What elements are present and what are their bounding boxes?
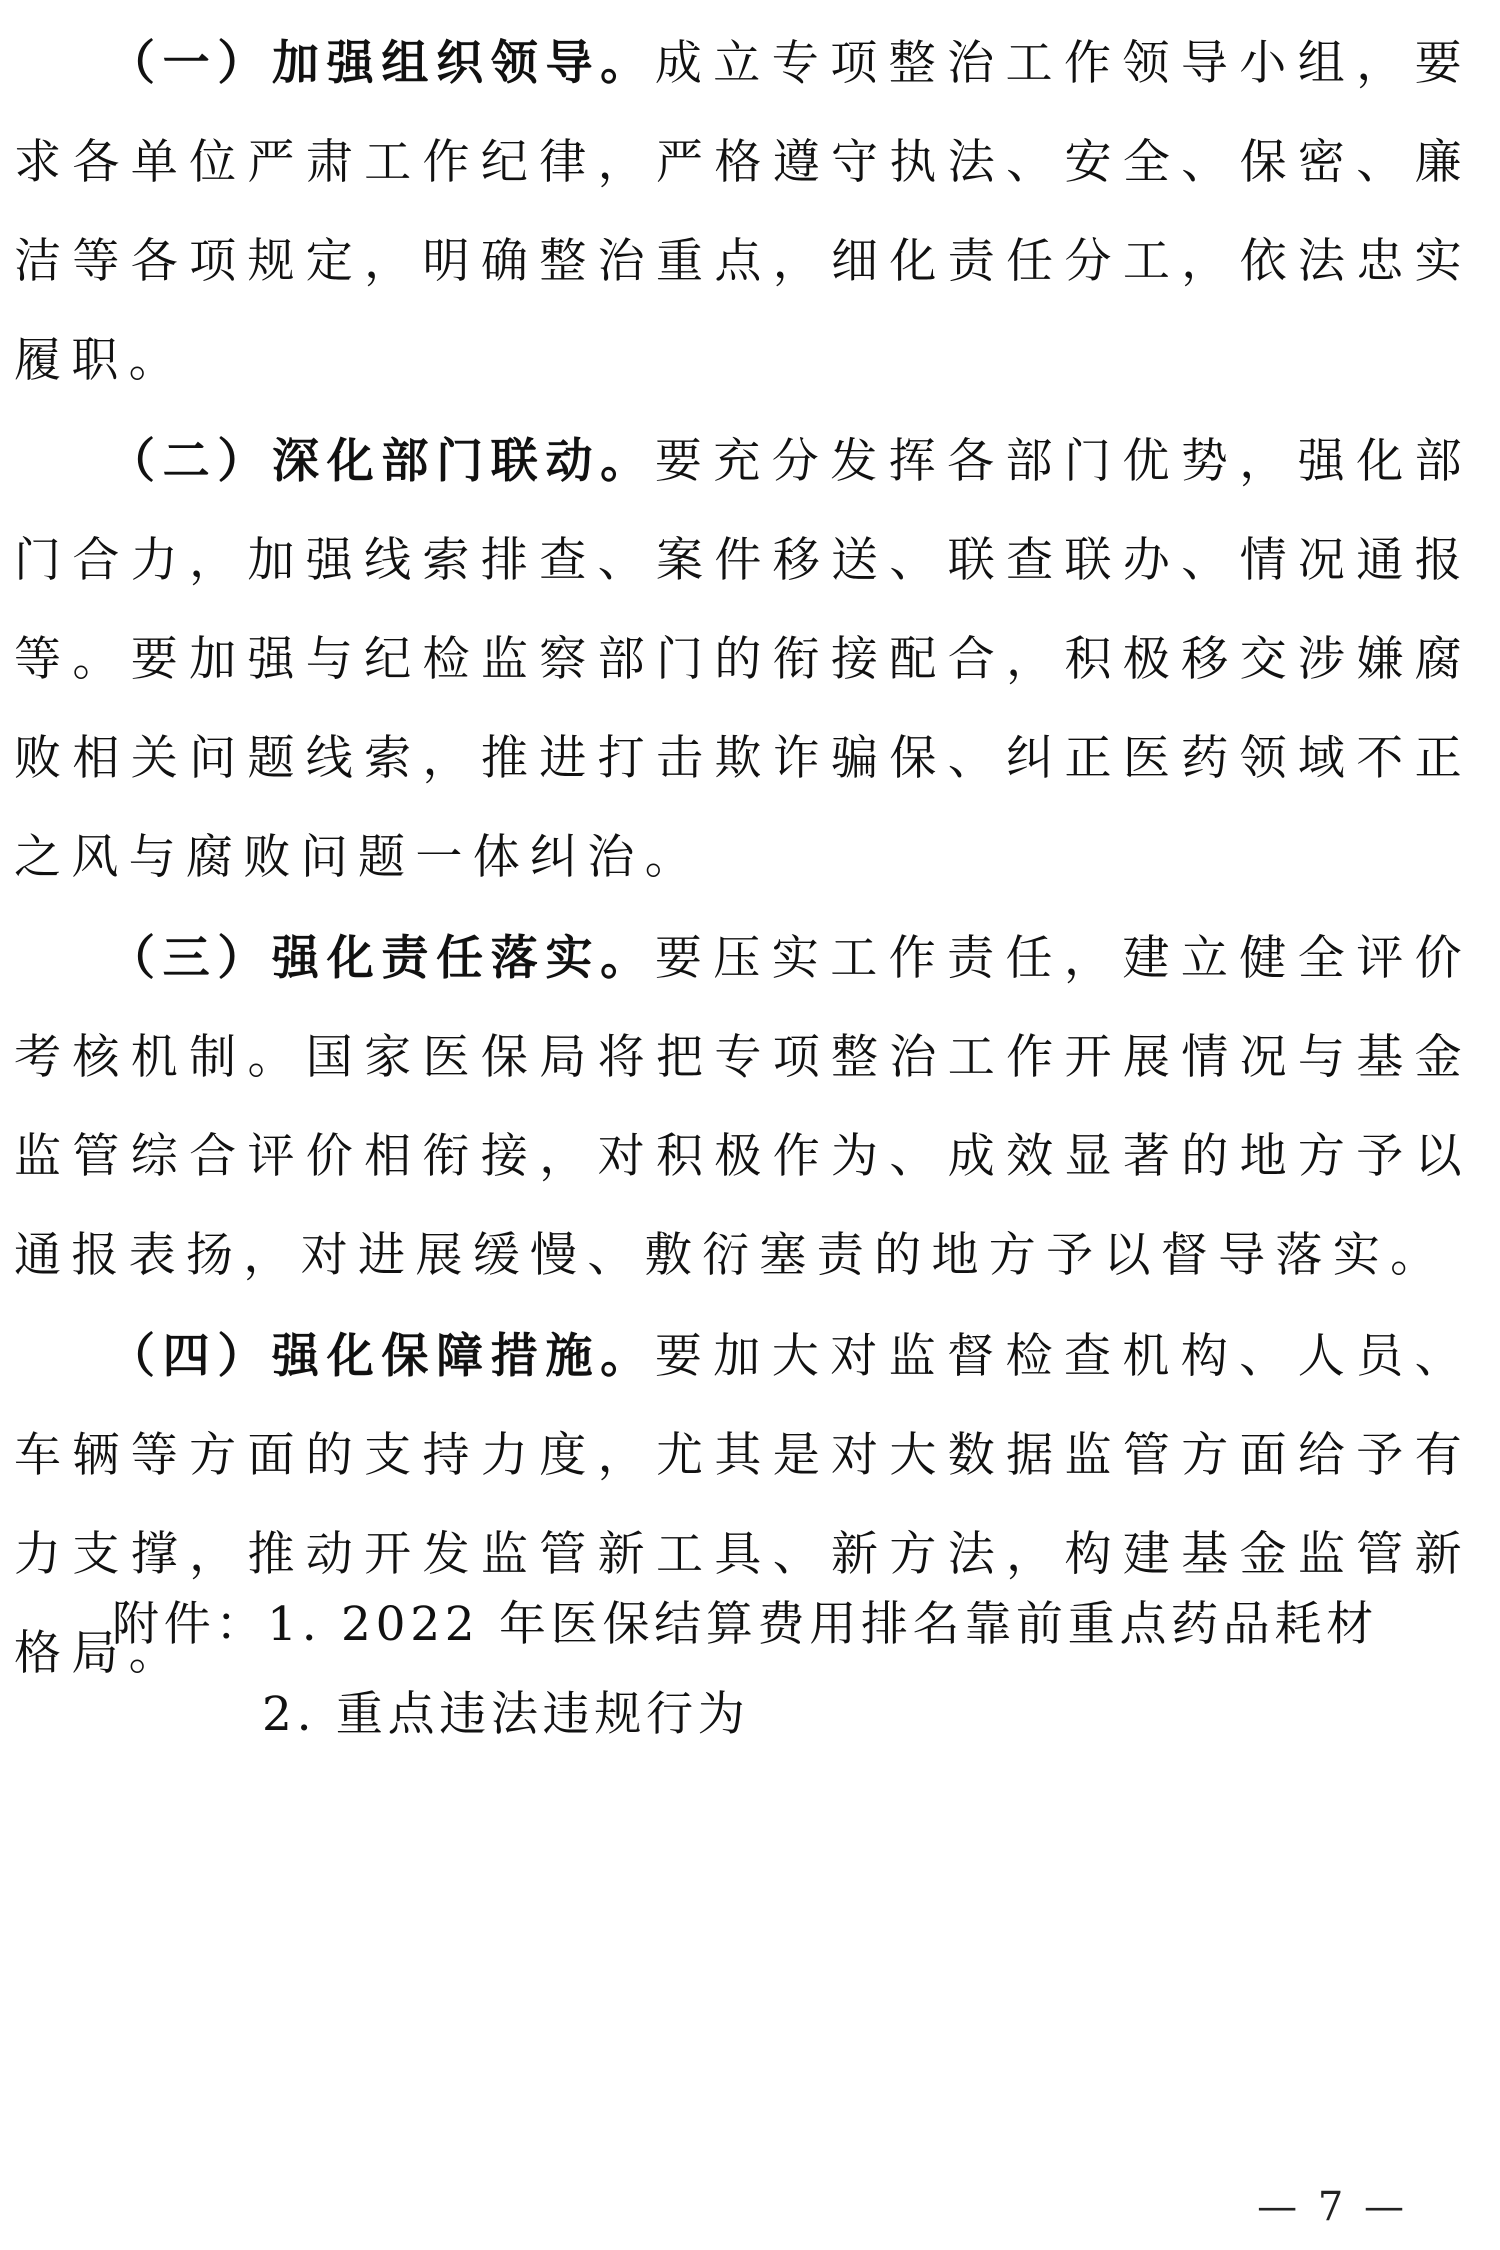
section-2-body: 要充分发挥各部门优势，强化部门合力，加强线索排查、案件移送、联查联办、情况通报等。要加强与纪检监察部门的衔接配合，积极移交涉嫌腐败相关问题线索，推进打击欺诈骗保、纠正医药领域不正之风与腐败问题一体纠治。: [14, 434, 1472, 885]
section-3-heading: （三）强化责任落实。: [108, 931, 655, 986]
attachments-list: [112, 1580, 1472, 1760]
section-3-body: 要压实工作责任，建立健全评价考核机制。国家医保局将把专项整治工作开展情况与基金监管综合评价相衔接，对积极作为、成效显著的地方予以通报表扬，对进展缓慢、敷衍塞责的地方予以督导落实。: [14, 931, 1472, 1283]
section-4-body: 要加大对监督检查机构、人员、车辆等方面的支持力度，尤其是对大数据监管方面给予有力支撑，推动开发监管新工具、新方法，构建基金监管新格局。: [14, 1329, 1472, 1681]
section-2-paragraph: [14, 412, 1472, 907]
section-2-heading: （二）深化部门联动。: [108, 434, 655, 489]
section-3-paragraph: [14, 909, 1472, 1305]
attachments-prefix: 附件：: [112, 1597, 268, 1652]
section-1-paragraph: [14, 14, 1472, 410]
attachment-row-2: [112, 1670, 1472, 1760]
attachment-item-2: 2. 重点违法违规行为: [262, 1687, 750, 1742]
document-body: [14, 14, 1472, 1705]
section-4-heading: （四）强化保障措施。: [108, 1329, 655, 1384]
section-1-heading: （一）加强组织领导。: [108, 36, 655, 91]
page-number: — 7 —: [1257, 2184, 1408, 2230]
attachment-item-1: 1. 2022 年医保结算费用排名靠前重点药品耗材: [267, 1597, 1378, 1652]
attachment-row-1: [112, 1580, 1472, 1670]
section-1-body: 成立专项整治工作领导小组，要求各单位严肃工作纪律，严格遵守执法、安全、保密、廉洁等各项规定，明确整治重点，细化责任分工，依法忠实履职。: [14, 36, 1472, 388]
